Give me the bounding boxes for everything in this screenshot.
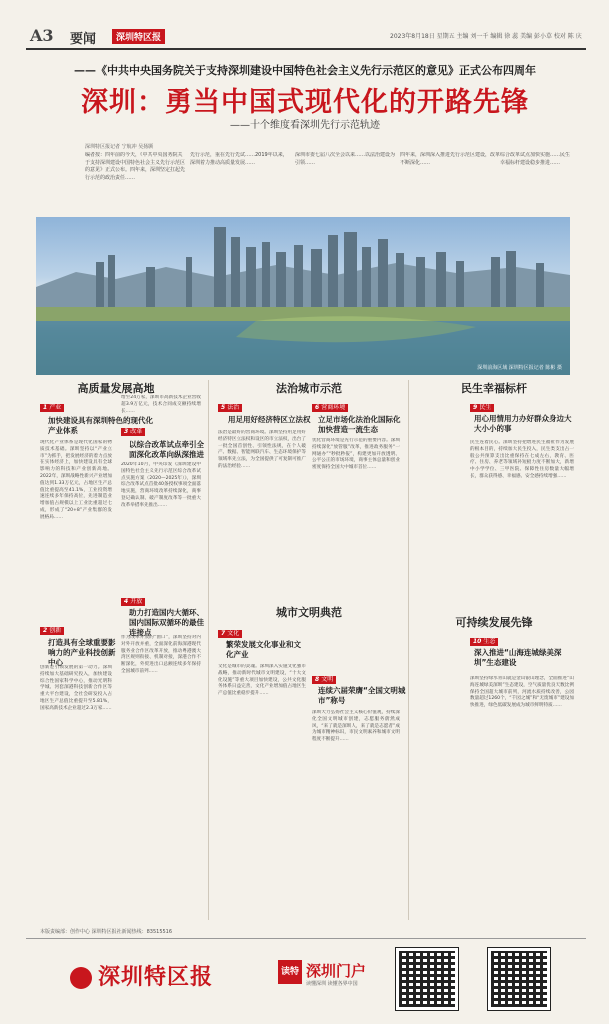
section-name: 要闻 — [70, 32, 97, 47]
column-divider — [408, 380, 409, 920]
lead-paragraph: 深圳市委七届八次全会以来……以法治建设为引领…… — [295, 152, 395, 166]
app-badge: 读特 — [278, 960, 302, 984]
article-body: 2020年10月，中央印发《深圳建设中国特色社会主义先行示范区综合改革试点实施方案（2020—2025年）》，深圳综合改革试点首批40条授权事项全面落地实施，营商环境改革持续深化，商事登记确认制、破产制度改革等一批重大改革举措率先推出…… — [121, 462, 201, 508]
theme-tag: 5 法治 — [218, 404, 242, 412]
kicker: ——《中共中央国务院关于支持深圳建设中国特色社会主义先行示范区的意见》正式公布四周年 — [74, 64, 536, 77]
article-subtitle: 深入推进“山海连城绿美深圳”生态建设 — [474, 648, 562, 667]
article-body: 增至24万家，深圳市高新技术企业营收超3.9万亿元，技术合同成交额持续增长…… — [121, 395, 201, 414]
section-title-livelihood: 民生幸福标杆 — [461, 382, 527, 395]
article-body: 法治是最好的营商环境。深圳坚持用足用好经济特区立法权和设区的市立法权，出台了一批全国首创性、引领性法规，在个人破产、数据、智能网联汽车、生态环境保护等领域率先立法，为全国提供了可复制可推广的法治经验…… — [218, 430, 306, 469]
byline: 深圳特区报记者 宁航冲 吴扬颢 — [85, 144, 154, 150]
theme-tag: 1 产业 — [40, 404, 64, 412]
lead-paragraph: 先行示范，重在先行先试……2019年以来，深圳着力推动高质量发展…… — [190, 152, 288, 166]
subhead: ——十个维度看深圳先行示范轨迹 — [230, 120, 380, 131]
section-title-civilization: 城市文明典范 — [276, 606, 342, 619]
qr-code-icon[interactable] — [488, 948, 550, 1010]
city-skyline-photo — [36, 217, 570, 375]
footnote: 本版责编部：创作中心 深圳特区报社新闻热线：83515516 — [40, 929, 173, 935]
article-subtitle: 以综合改革试点牵引全面深化改革向纵深推进 — [129, 440, 204, 459]
article-body: 文化是城市的灵魂。深圳深入实施文化强市战略，推动新时代城市文明建设，“十大文化设施”等重大项目加快建设，公共文化服务体系日益完善，文化产业增加值占地区生产总值比重稳步提升…… — [218, 664, 306, 697]
column-divider — [208, 380, 209, 920]
article-subtitle: 用足用好经济特区立法权 — [228, 415, 311, 424]
section-title-sustainability: 可持续发展先锋 — [455, 616, 533, 629]
photo-caption: 深圳前海区域 深圳特区报记者 陈彬 摄 — [477, 365, 562, 371]
theme-tag: 10 生态 — [470, 638, 498, 646]
qr-code-icon[interactable] — [396, 948, 458, 1010]
theme-tag: 8 文明 — [312, 676, 336, 684]
article-body: 创新是引领发展的第一动力。深圳持续加大基础研究投入，加快建设综合性国家科学中心，推动光明科学城、河套深港科技创新合作区等重大平台建设，全社会研发投入占地区生产总值比重提升至5.81%，国家高新技术企业超过2.3万家…… — [40, 665, 112, 711]
masthead — [70, 960, 213, 991]
article-body: 现代化产业体系是现代化国家的物质技术基础。深圳坚持以“产业立市”为抓手，把发展经济的着力点放在实体经济上，加快建设具有全球影响力的科技和产业创新高地。2022年，深圳战略性新兴产业增加值达到1.33万亿元，占地区生产总值比重提高至41.1%，工业投资增速连续多年保持高位，先进制造业增加值占规模以上工业比重超过七成，形成了“20+8”产业集群的发展格局…… — [40, 440, 112, 520]
article-subtitle: 连续六届荣膺“全国文明城市”称号 — [318, 686, 406, 705]
article-body: 深圳坚持绿水青山就是金山银山理念，全面推进“山海连城绿美深圳”生态建设，空气质量优良天数比例保持全国超大城市前列，河流水质持续改善，公园数量超过1260个，“千园之城”和“无废城市”建设加快推进，绿色低碳发展成为城市鲜明特质…… — [470, 676, 574, 709]
masthead-text: 深圳特区报 — [98, 964, 214, 990]
seal-icon — [70, 967, 92, 989]
theme-tag: 9 民生 — [470, 404, 494, 412]
article-body: 深圳大力弘扬社会主义核心价值观，持续深化全国文明城市创建，志愿服务蔚然成风，“来了就是深圳人，来了就是志愿者”成为城市精神标识，市民文明素养和城市文明程度不断提升…… — [312, 710, 400, 743]
header-rule — [26, 48, 586, 50]
article-subtitle: 打造具有全球重要影响力的产业科技创新中心 — [48, 638, 116, 667]
lead-paragraph: 综合改革试点加快实施……民生幸福标杆建设稳步推进…… — [500, 152, 570, 166]
theme-tag: 3 改革 — [121, 428, 145, 436]
article-body: 民生连着民心。深圳坚持把增进民生福祉作为发展的根本目的，持续加大民生投入，民生类支出占一般公共预算支出比重保持在七成左右，教育、医疗、住房、养老等领域补短板力度不断加大，新增中小学学位、三甲医院、保障性住房数量大幅增长，群众获得感、幸福感、安全感持续增强…… — [470, 440, 574, 479]
theme-tag: 6 营商环境 — [312, 404, 348, 412]
app-name: 深圳门户 — [306, 962, 367, 980]
headline: 深圳：勇当中国式现代化的开路先锋 — [81, 87, 529, 118]
lead-paragraph: 四年来，深圳深入推进先行示范区建设，改革不断深化…… — [400, 152, 500, 166]
article-subtitle: 繁荣发展文化事业和文化产业 — [226, 640, 301, 659]
article-body: 作为改革开放的“窗口”，深圳坚持对内对外开放并重，全面深化前海深港现代服务业合作区改革开放，推动粤港澳大湾区规则衔接、机制对接，深港合作不断深化，外贸进出口总额连续多年保持全国城市前列…… — [121, 635, 201, 674]
paper-name-badge: 深圳特区报 — [112, 29, 165, 44]
theme-tag: 7 文化 — [218, 630, 242, 638]
article-subtitle: 立足市场化法治化国际化加快营造一流生态 — [318, 415, 401, 434]
section-title-rule-of-law: 法治城市示范 — [276, 382, 342, 395]
page-header — [0, 0, 609, 52]
skyline-illustration — [36, 217, 570, 375]
footer-rule — [26, 938, 586, 939]
page-number: A3 — [30, 26, 54, 45]
section-title-development: 高质量发展高地 — [77, 382, 155, 395]
theme-tag: 4 开放 — [121, 598, 145, 606]
lead-paragraph: 编者按：四年前的今天，《中共中央国务院关于支持深圳建设中国特色社会主义先行示范区的意见》正式公布。四年来，深圳坚定扛起先行示范的政治责任…… — [85, 152, 185, 181]
app-slogan: 读懂深圳 读懂各界中国 — [306, 981, 358, 987]
article-subtitle: 用心用情用力办好群众身边大大小小的事 — [474, 414, 572, 433]
article-body: 优化营商环境是先行示范的重要内容。深圳持续深化“放管服”改革，推进政务服务“一网通办”“秒批秒报”，构建更加开放透明、公平公正的市场环境，商事主体总量和创业密度保持全国大中城市首位…… — [312, 438, 400, 471]
issue-meta: 2023年8月18日 星期五 主编 刘一千 编辑 徐 蕊 美编 彭小草 校对 陈 庆 — [390, 33, 582, 40]
article-subtitle: 加快建设具有深圳特色的现代化产业体系 — [48, 416, 153, 435]
article-subtitle: 助力打造国内大循环、国内国际双循环的最佳连接点 — [129, 608, 204, 637]
theme-tag: 2 创新 — [40, 627, 64, 635]
